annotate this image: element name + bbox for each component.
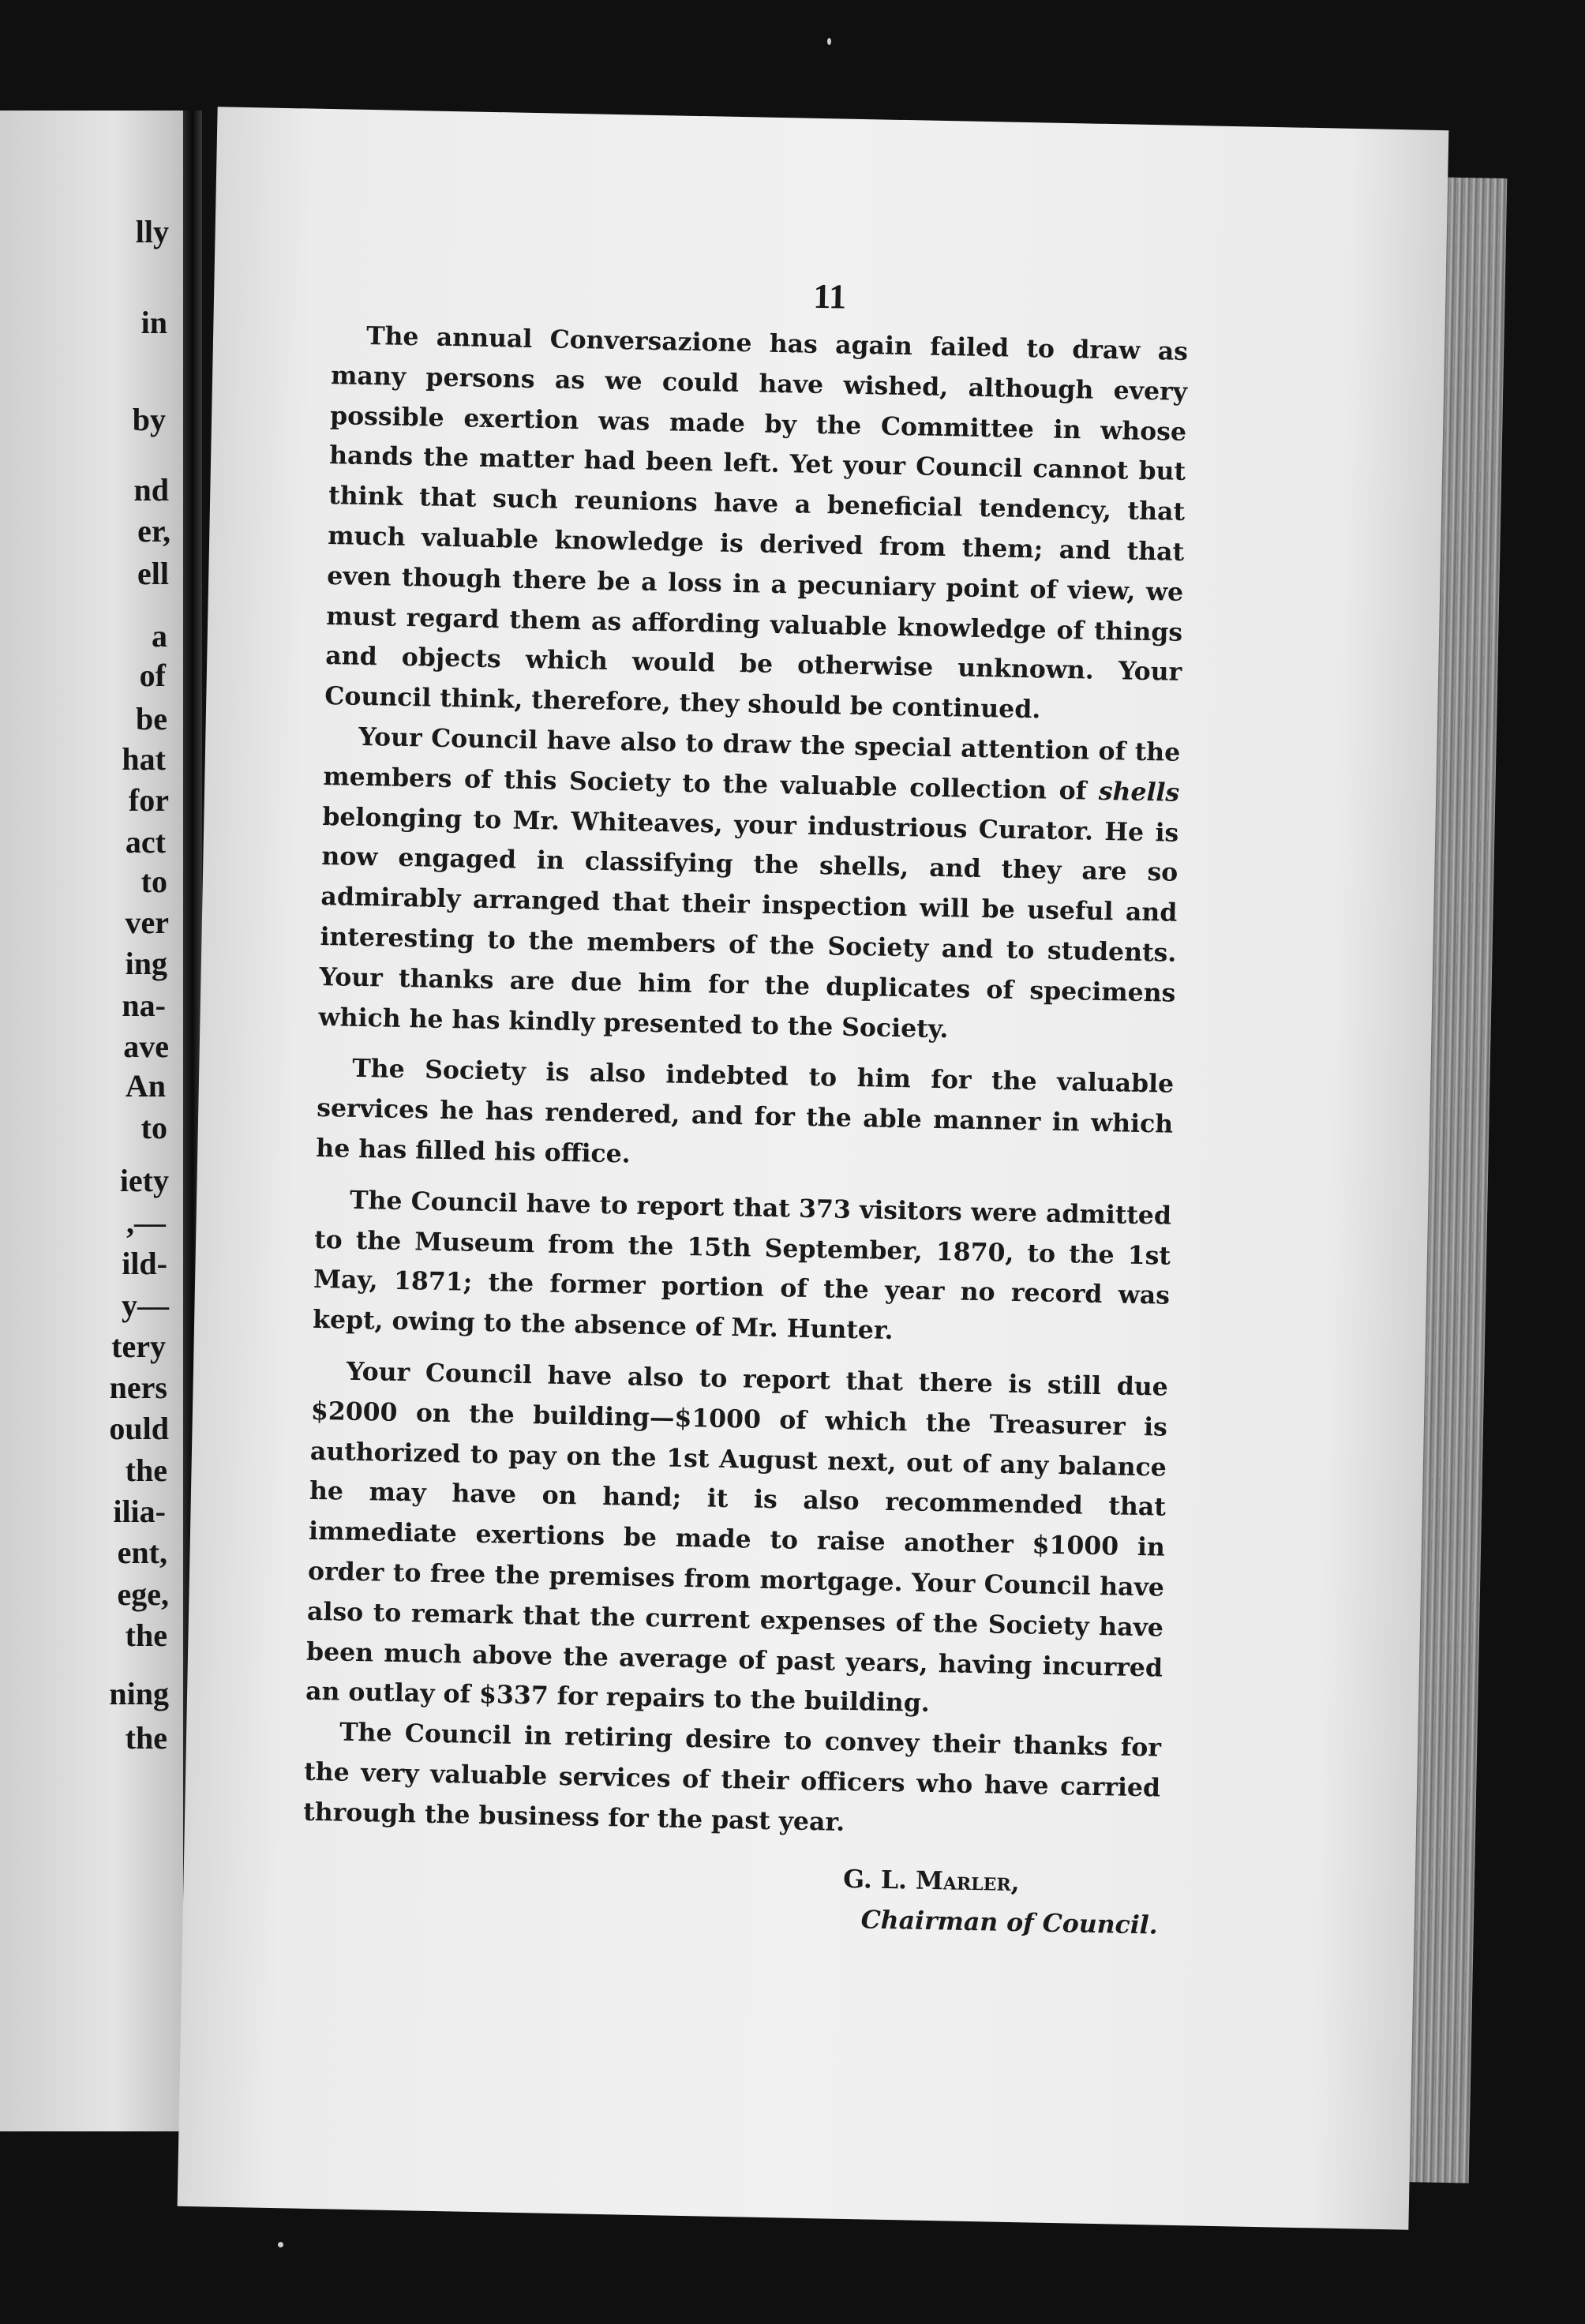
scan-speck bbox=[278, 2242, 283, 2247]
facing-page-word: to bbox=[141, 864, 167, 899]
book-page bbox=[178, 107, 1449, 2229]
facing-page-word: the bbox=[125, 1617, 167, 1653]
paragraph-museum-visitors: The Council have to report that 373 visitors were admitted to the Museum from the 15th September, 1870, to the 1st May, 1871; the former portion of the year no record was kept, owing to the absence of Mr. Hunter. bbox=[312, 1185, 1172, 1346]
shells-text-italic: shells bbox=[1098, 776, 1180, 808]
facing-page-word: be bbox=[136, 701, 167, 737]
signature-block bbox=[301, 1850, 1159, 1946]
facing-page-word: by bbox=[132, 402, 166, 437]
paragraph-building-debt: Your Council have also to report that there is still due $2000 on the building—$1000 of which the Treasurer is authorized to pay on the 1st August next, out of any balance he may have on hand; it is also recommended that immediate exertions be made to raise another $1000 in order to free the premises from mortgage. Your Council have also to remark that the current expenses of the Society have been much above the average of past years, having incurred an outlay of $337 for repairs to the building. bbox=[305, 1356, 1169, 1719]
paragraph-society-indebted: The Society is also indebted to him for the valuable services he has rendered, and for the able manner in which he has filled his office. bbox=[316, 1054, 1175, 1169]
signature-title: Chairman of Council. bbox=[860, 1905, 1159, 1940]
paragraph-council-thanks: The Council in retiring desire to convey their thanks for the very valuable services of their officers who have carried through the business for the past year. bbox=[302, 1717, 1162, 1837]
facing-page-word: ners bbox=[109, 1370, 167, 1405]
facing-page-word: An bbox=[125, 1068, 166, 1104]
facing-page-word: ing bbox=[125, 946, 167, 981]
facing-page-word: ning bbox=[109, 1676, 169, 1711]
shells-text-after: belonging to Mr. Whiteaves, your industrious Curator. He is now engaged in classifying the shells, and they are so admirably arranged that their inspection will be useful and interesting to the members of the Society and to students. Your thanks are due him for the duplicates of specimens which he has kindly presented to the Society. bbox=[318, 801, 1179, 1044]
facing-page-word: iety bbox=[119, 1163, 169, 1198]
facing-page-word: hat bbox=[122, 741, 166, 777]
page-text-block bbox=[301, 316, 1188, 1947]
facing-page-word: a bbox=[152, 618, 167, 654]
facing-page-word: y— bbox=[122, 1288, 169, 1323]
shells-text-before: Your Council have also to draw the special attention of the members of this Society to the valuable collection of bbox=[323, 722, 1181, 806]
facing-page-word: ave bbox=[123, 1029, 169, 1064]
facing-page-word: act bbox=[125, 824, 166, 860]
facing-page-word: er, bbox=[137, 513, 170, 549]
facing-page-word: nd bbox=[133, 472, 169, 508]
facing-page-left bbox=[0, 111, 189, 2131]
facing-page-word: ell bbox=[137, 556, 169, 591]
facing-page-word: of bbox=[139, 658, 166, 693]
paragraph-shells-collection bbox=[318, 717, 1181, 1054]
facing-page-word: ould bbox=[109, 1411, 169, 1446]
facing-page-word: lly bbox=[135, 214, 169, 249]
page-number: 11 bbox=[812, 276, 847, 317]
facing-page-word: to bbox=[141, 1110, 167, 1145]
facing-page-word: ild- bbox=[122, 1246, 167, 1281]
facing-page-word: the bbox=[125, 1452, 167, 1488]
facing-page-word: in bbox=[141, 305, 167, 340]
facing-page-word: na- bbox=[122, 988, 166, 1023]
facing-page-word: ent, bbox=[117, 1535, 167, 1570]
facing-page-word: for bbox=[128, 782, 169, 818]
paragraph-conversazione: The annual Conversazione has again failed to draw as many persons as we could have wished, although every possible exertion was made by the Committee in whose hands the matter had been left. Yet your Council cannot but think that such reunions have a beneficial tendency, that much valuable knowledge is derived from them; and that even though there be a loss in a pecuniary point of view, we must regard them as affording valuable knowledge of things and objects which would be otherwise unknown. Your Council think, therefore, they should be continued. bbox=[324, 320, 1189, 725]
scan-speck bbox=[827, 38, 831, 45]
signature-name: G. L. Marler, bbox=[842, 1865, 1021, 1898]
facing-page-word: the bbox=[125, 1720, 167, 1756]
facing-page-word: tery bbox=[111, 1329, 166, 1364]
facing-page-word: ,— bbox=[126, 1205, 166, 1240]
facing-page-word: ilia- bbox=[113, 1494, 166, 1529]
facing-page-word: ege, bbox=[117, 1576, 169, 1612]
facing-page-word: ver bbox=[125, 905, 169, 940]
